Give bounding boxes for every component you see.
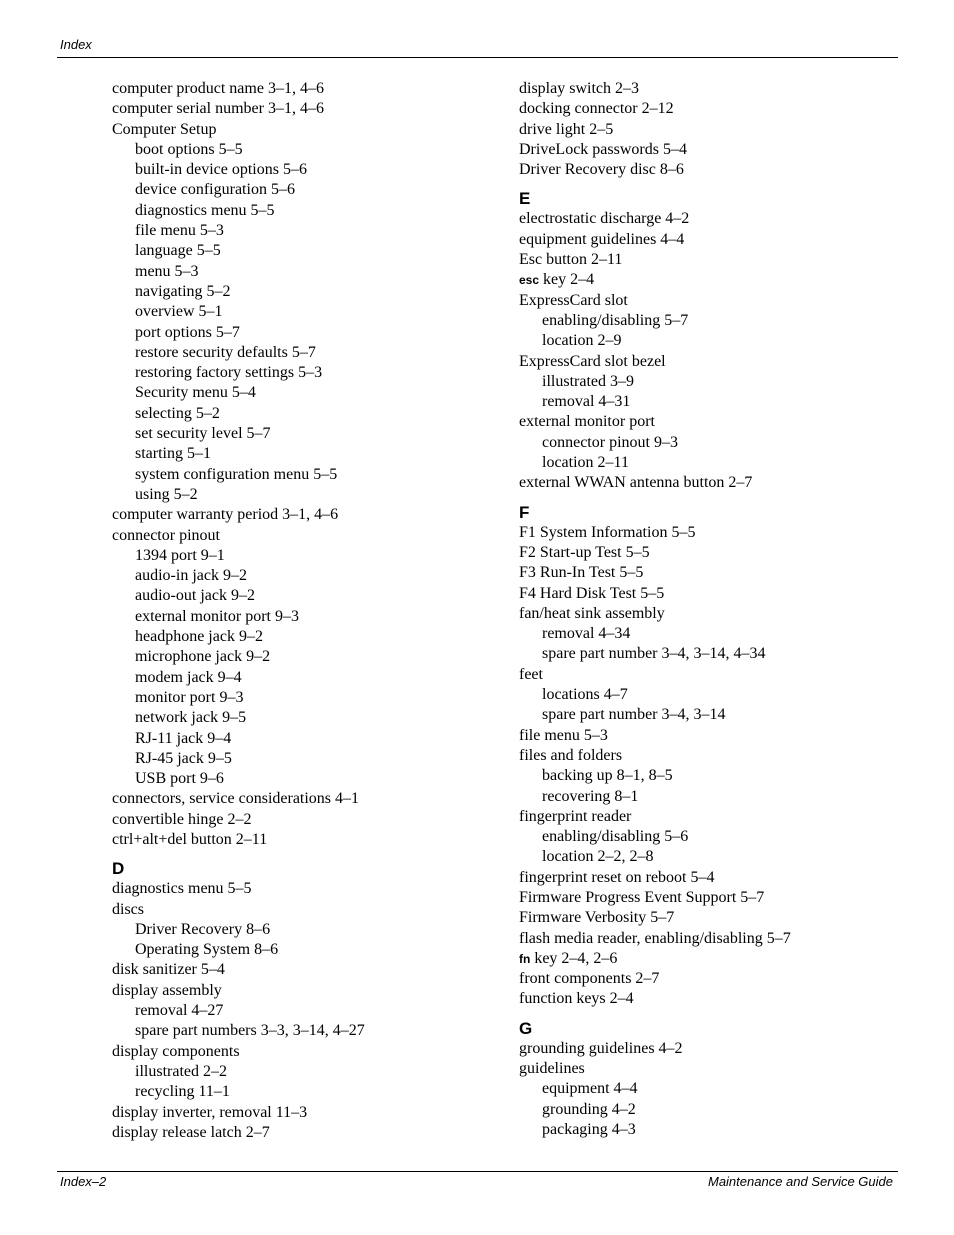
index-subentry: monitor port 9–3 <box>135 688 244 706</box>
index-subentry: Operating System 8–6 <box>135 941 279 959</box>
index-entry: display assembly <box>112 981 222 999</box>
section-letter: E <box>519 189 531 209</box>
index-entry: computer warranty period 3–1, 4–6 <box>112 506 339 524</box>
index-subentry: packaging 4–3 <box>542 1120 636 1138</box>
index-subentry: 1394 port 9–1 <box>135 546 225 564</box>
index-subentry: illustrated 3–9 <box>542 372 634 390</box>
index-subentry: Security menu 5–4 <box>135 384 256 402</box>
index-entry: F3 Run-In Test 5–5 <box>519 564 644 582</box>
index-subentry: location 2–2, 2–8 <box>542 848 654 866</box>
index-entry: fingerprint reader <box>519 807 632 825</box>
index-entry: F2 Start-up Test 5–5 <box>519 543 650 561</box>
index-entry: display release latch 2–7 <box>112 1123 270 1141</box>
index-entry: Computer Setup <box>112 120 217 138</box>
index-subentry: recovering 8–1 <box>542 787 639 805</box>
index-subentry: restore security defaults 5–7 <box>135 343 316 361</box>
index-subentry: enabling/disabling 5–7 <box>542 311 689 329</box>
index-entry: disk sanitizer 5–4 <box>112 961 225 979</box>
index-entry: ExpressCard slot <box>519 291 628 309</box>
index-subentry: diagnostics menu 5–5 <box>135 201 275 219</box>
index-subentry: USB port 9–6 <box>135 770 224 788</box>
index-entry: discs <box>112 900 144 918</box>
index-entry: display components <box>112 1042 240 1060</box>
running-header: Index <box>60 37 92 52</box>
index-subentry: microphone jack 9–2 <box>135 648 271 666</box>
index-subentry: starting 5–1 <box>135 445 211 463</box>
index-entry: grounding guidelines 4–2 <box>519 1039 683 1057</box>
index-entry: display inverter, removal 11–3 <box>112 1103 308 1121</box>
index-entry: files and folders <box>519 746 623 764</box>
index-entry: connector pinout <box>112 526 220 544</box>
index-entry: external monitor port <box>519 413 655 431</box>
index-subentry: grounding 4–2 <box>542 1100 636 1118</box>
index-subentry: Driver Recovery 8–6 <box>135 920 271 938</box>
index-column-left <box>112 79 482 1143</box>
index-subentry: removal 4–34 <box>542 625 631 643</box>
index-subentry: set security level 5–7 <box>135 425 271 443</box>
section-letter: D <box>112 859 125 879</box>
index-entry: fingerprint reset on reboot 5–4 <box>519 868 715 886</box>
index-entry: F1 System Information 5–5 <box>519 523 696 541</box>
index-entry: guidelines <box>519 1060 585 1078</box>
index-entry: convertible hinge 2–2 <box>112 810 252 828</box>
index-entry: Firmware Progress Event Support 5–7 <box>519 888 765 906</box>
index-subentry: port options 5–7 <box>135 323 240 341</box>
index-entry: external WWAN antenna button 2–7 <box>519 474 753 492</box>
index-subentry: recycling 11–1 <box>135 1083 230 1101</box>
key-label: fn <box>519 951 531 966</box>
header-rule <box>57 57 898 58</box>
index-subentry: built-in device options 5–6 <box>135 161 307 179</box>
index-entry: front components 2–7 <box>519 970 660 988</box>
index-entry <box>519 949 899 969</box>
index-entry: computer product name 3–1, 4–6 <box>112 80 324 97</box>
index-subentry: device configuration 5–6 <box>135 181 295 199</box>
index-entry: electrostatic discharge 4–2 <box>519 210 690 228</box>
index-entry-text: key 2–4, 2–6 <box>530 949 618 967</box>
index-entry: display switch 2–3 <box>519 80 639 97</box>
index-subentry: spare part number 3–4, 3–14 <box>542 706 726 724</box>
index-subentry: backing up 8–1, 8–5 <box>542 767 673 785</box>
index-subentry: location 2–11 <box>542 454 629 472</box>
index-column-right <box>519 79 899 1140</box>
index-entry: Driver Recovery disc 8–6 <box>519 161 684 179</box>
index-entry: file menu 5–3 <box>519 726 608 744</box>
section-letter: G <box>519 1018 533 1038</box>
index-subentry: external monitor port 9–3 <box>135 607 299 625</box>
index-subentry: modem jack 9–4 <box>135 668 242 686</box>
index-entry <box>519 270 899 290</box>
index-subentry: enabling/disabling 5–6 <box>542 828 689 846</box>
index-entry: function keys 2–4 <box>519 990 634 1008</box>
index-subentry: system configuration menu 5–5 <box>135 465 338 483</box>
index-subentry: navigating 5–2 <box>135 282 231 300</box>
index-subentry: audio-in jack 9–2 <box>135 567 247 585</box>
index-subentry: audio-out jack 9–2 <box>135 587 255 605</box>
index-subentry: connector pinout 9–3 <box>542 433 678 451</box>
index-subentry: restoring factory settings 5–3 <box>135 364 323 382</box>
index-entry: fan/heat sink assembly <box>519 604 665 622</box>
index-subentry: removal 4–31 <box>542 393 631 411</box>
index-subentry: headphone jack 9–2 <box>135 628 263 646</box>
index-subentry: removal 4–27 <box>135 1002 224 1020</box>
index-entry: flash media reader, enabling/disabling 5–7 <box>519 929 791 947</box>
index-subentry: language 5–5 <box>135 242 221 260</box>
section-letter: F <box>519 502 530 522</box>
index-entry: F4 Hard Disk Test 5–5 <box>519 584 665 602</box>
index-subentry: equipment 4–4 <box>542 1080 638 1098</box>
index-subentry: network jack 9–5 <box>135 709 247 727</box>
index-subentry: selecting 5–2 <box>135 404 220 422</box>
index-entry: docking connector 2–12 <box>519 100 674 118</box>
index-subentry: illustrated 2–2 <box>135 1062 227 1080</box>
index-entry: Firmware Verbosity 5–7 <box>519 909 675 927</box>
index-entry: ctrl+alt+del button 2–11 <box>112 830 268 848</box>
index-subentry: location 2–9 <box>542 332 622 350</box>
index-entry: equipment guidelines 4–4 <box>519 230 685 248</box>
index-entry: ExpressCard slot bezel <box>519 352 666 370</box>
index-entry-text: key 2–4 <box>539 271 595 289</box>
index-entry: diagnostics menu 5–5 <box>112 880 252 898</box>
index-entry: drive light 2–5 <box>519 120 614 138</box>
key-label: esc <box>519 273 540 288</box>
footer-rule <box>57 1171 898 1172</box>
index-subentry: RJ-45 jack 9–5 <box>135 749 232 767</box>
index-entry: DriveLock passwords 5–4 <box>519 140 687 158</box>
index-subentry: overview 5–1 <box>135 303 223 321</box>
index-subentry: spare part numbers 3–3, 3–14, 4–27 <box>135 1022 365 1040</box>
index-entry: feet <box>519 665 543 683</box>
index-subentry: spare part number 3–4, 3–14, 4–34 <box>542 645 766 663</box>
index-subentry: RJ-11 jack 9–4 <box>135 729 232 747</box>
index-subentry: menu 5–3 <box>135 262 199 280</box>
index-entry: connectors, service considerations 4–1 <box>112 790 360 808</box>
index-subentry: using 5–2 <box>135 485 198 503</box>
index-subentry: locations 4–7 <box>542 686 628 704</box>
index-subentry: file menu 5–3 <box>135 222 224 240</box>
page-number: Index–2 <box>60 1174 107 1189</box>
guide-title: Maintenance and Service Guide <box>707 1174 893 1189</box>
index-entry: computer serial number 3–1, 4–6 <box>112 100 324 118</box>
index-subentry: boot options 5–5 <box>135 140 243 158</box>
index-entry: Esc button 2–11 <box>519 251 623 269</box>
